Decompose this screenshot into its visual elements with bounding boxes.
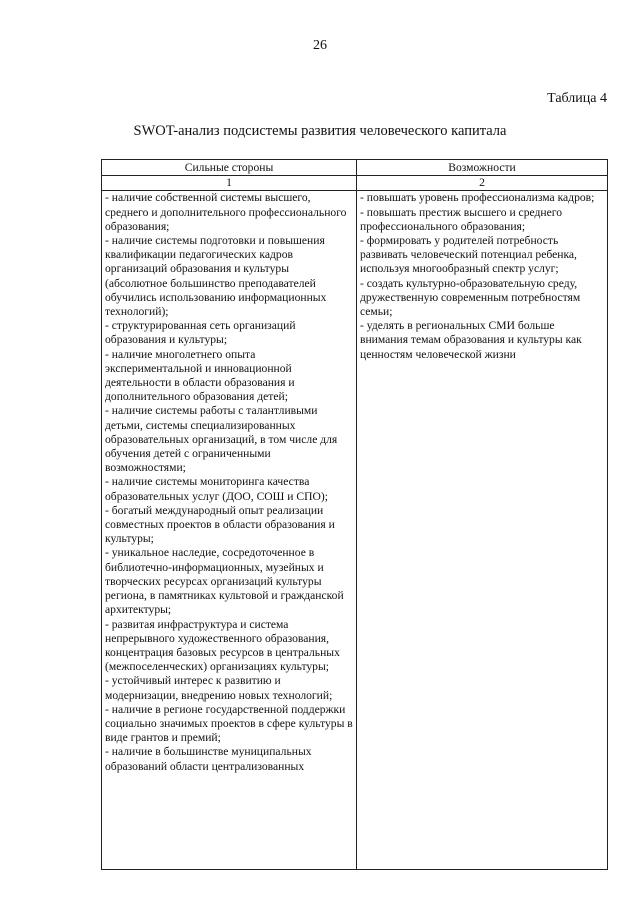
column-number-row bbox=[102, 176, 608, 191]
strength-item: - наличие в регионе государственной поддержки социально значимых проектов в сфере культуры в виде грантов и премий; bbox=[105, 702, 353, 745]
table-title: SWOT-анализ подсистемы развития человеческого капитала bbox=[133, 123, 507, 139]
opportunities-column-number: 2 bbox=[357, 176, 608, 191]
opportunity-item: - создать культурно-образовательную среду, дружественную современным потребностям семьи; bbox=[360, 276, 581, 319]
strength-item: - богатый международный опыт реализации совместных проектов в области образования и культуры; bbox=[105, 503, 335, 546]
strength-item: - наличие системы работы с талантливыми детьми, системы специализированных образовательных организаций, в том числе для обучения детей с ограниченными возможностями; bbox=[105, 404, 338, 475]
swot-table bbox=[101, 159, 608, 870]
opportunity-item: - повышать уровень профессионализма кадров; bbox=[360, 191, 595, 205]
strength-item: - наличие многолетнего опыта экспериментальной и инновационной деятельности в области образования и дополнительного образования детей; bbox=[105, 347, 295, 404]
strength-item: - уникальное наследие, сосредоточенное в библиотечно-информационных, музейных и творческих ресурсах организаций культуры региона, в памятниках культовой и гражданской архитектуры; bbox=[105, 546, 344, 617]
page-number: 26 bbox=[313, 38, 327, 53]
opportunities-header: Возможности bbox=[357, 160, 608, 176]
strength-item: - устойчивый интерес к развитию и модернизации, внедрению новых технологий; bbox=[105, 674, 333, 702]
strength-item: - наличие системы подготовки и повышения квалификации педагогических кадров организаций образования и культуры (абсолютное большинство преподавателей обучились использованию информационных технологий); bbox=[105, 234, 327, 319]
strength-item: - наличие в большинстве муниципальных образований области централизованных bbox=[105, 745, 312, 773]
body-row bbox=[102, 191, 608, 870]
strength-item: - развитая инфраструктура и система непрерывного художественного образования, концентрация базовых ресурсов в центральных (межпоселенческих) организациях культуры; bbox=[105, 617, 340, 674]
strengths-column-number: 1 bbox=[102, 176, 357, 191]
opportunities-cell bbox=[357, 191, 608, 870]
opportunity-item: - повышать престиж высшего и среднего профессионального образования; bbox=[360, 205, 563, 233]
strength-item: - наличие системы мониторинга качества образовательных услуг (ДОО, СОШ и СПО); bbox=[105, 475, 328, 503]
table-label: Таблица 4 bbox=[547, 91, 607, 106]
strengths-cell bbox=[102, 191, 357, 870]
strength-item: - структурированная сеть организаций образования и культуры; bbox=[105, 319, 296, 347]
strength-item: - наличие собственной системы высшего, среднего и дополнительного профессионального образования; bbox=[105, 191, 347, 233]
opportunity-item: - формировать у родителей потребность развивать человеческий потенциал ребенка, используя многообразный спектр услуг; bbox=[360, 234, 577, 276]
strengths-header: Сильные стороны bbox=[102, 160, 357, 176]
header-row bbox=[102, 160, 608, 176]
opportunity-item: - уделять в региональных СМИ больше внимания темам образования и культуры как ценностям человеческой жизни bbox=[360, 319, 582, 361]
